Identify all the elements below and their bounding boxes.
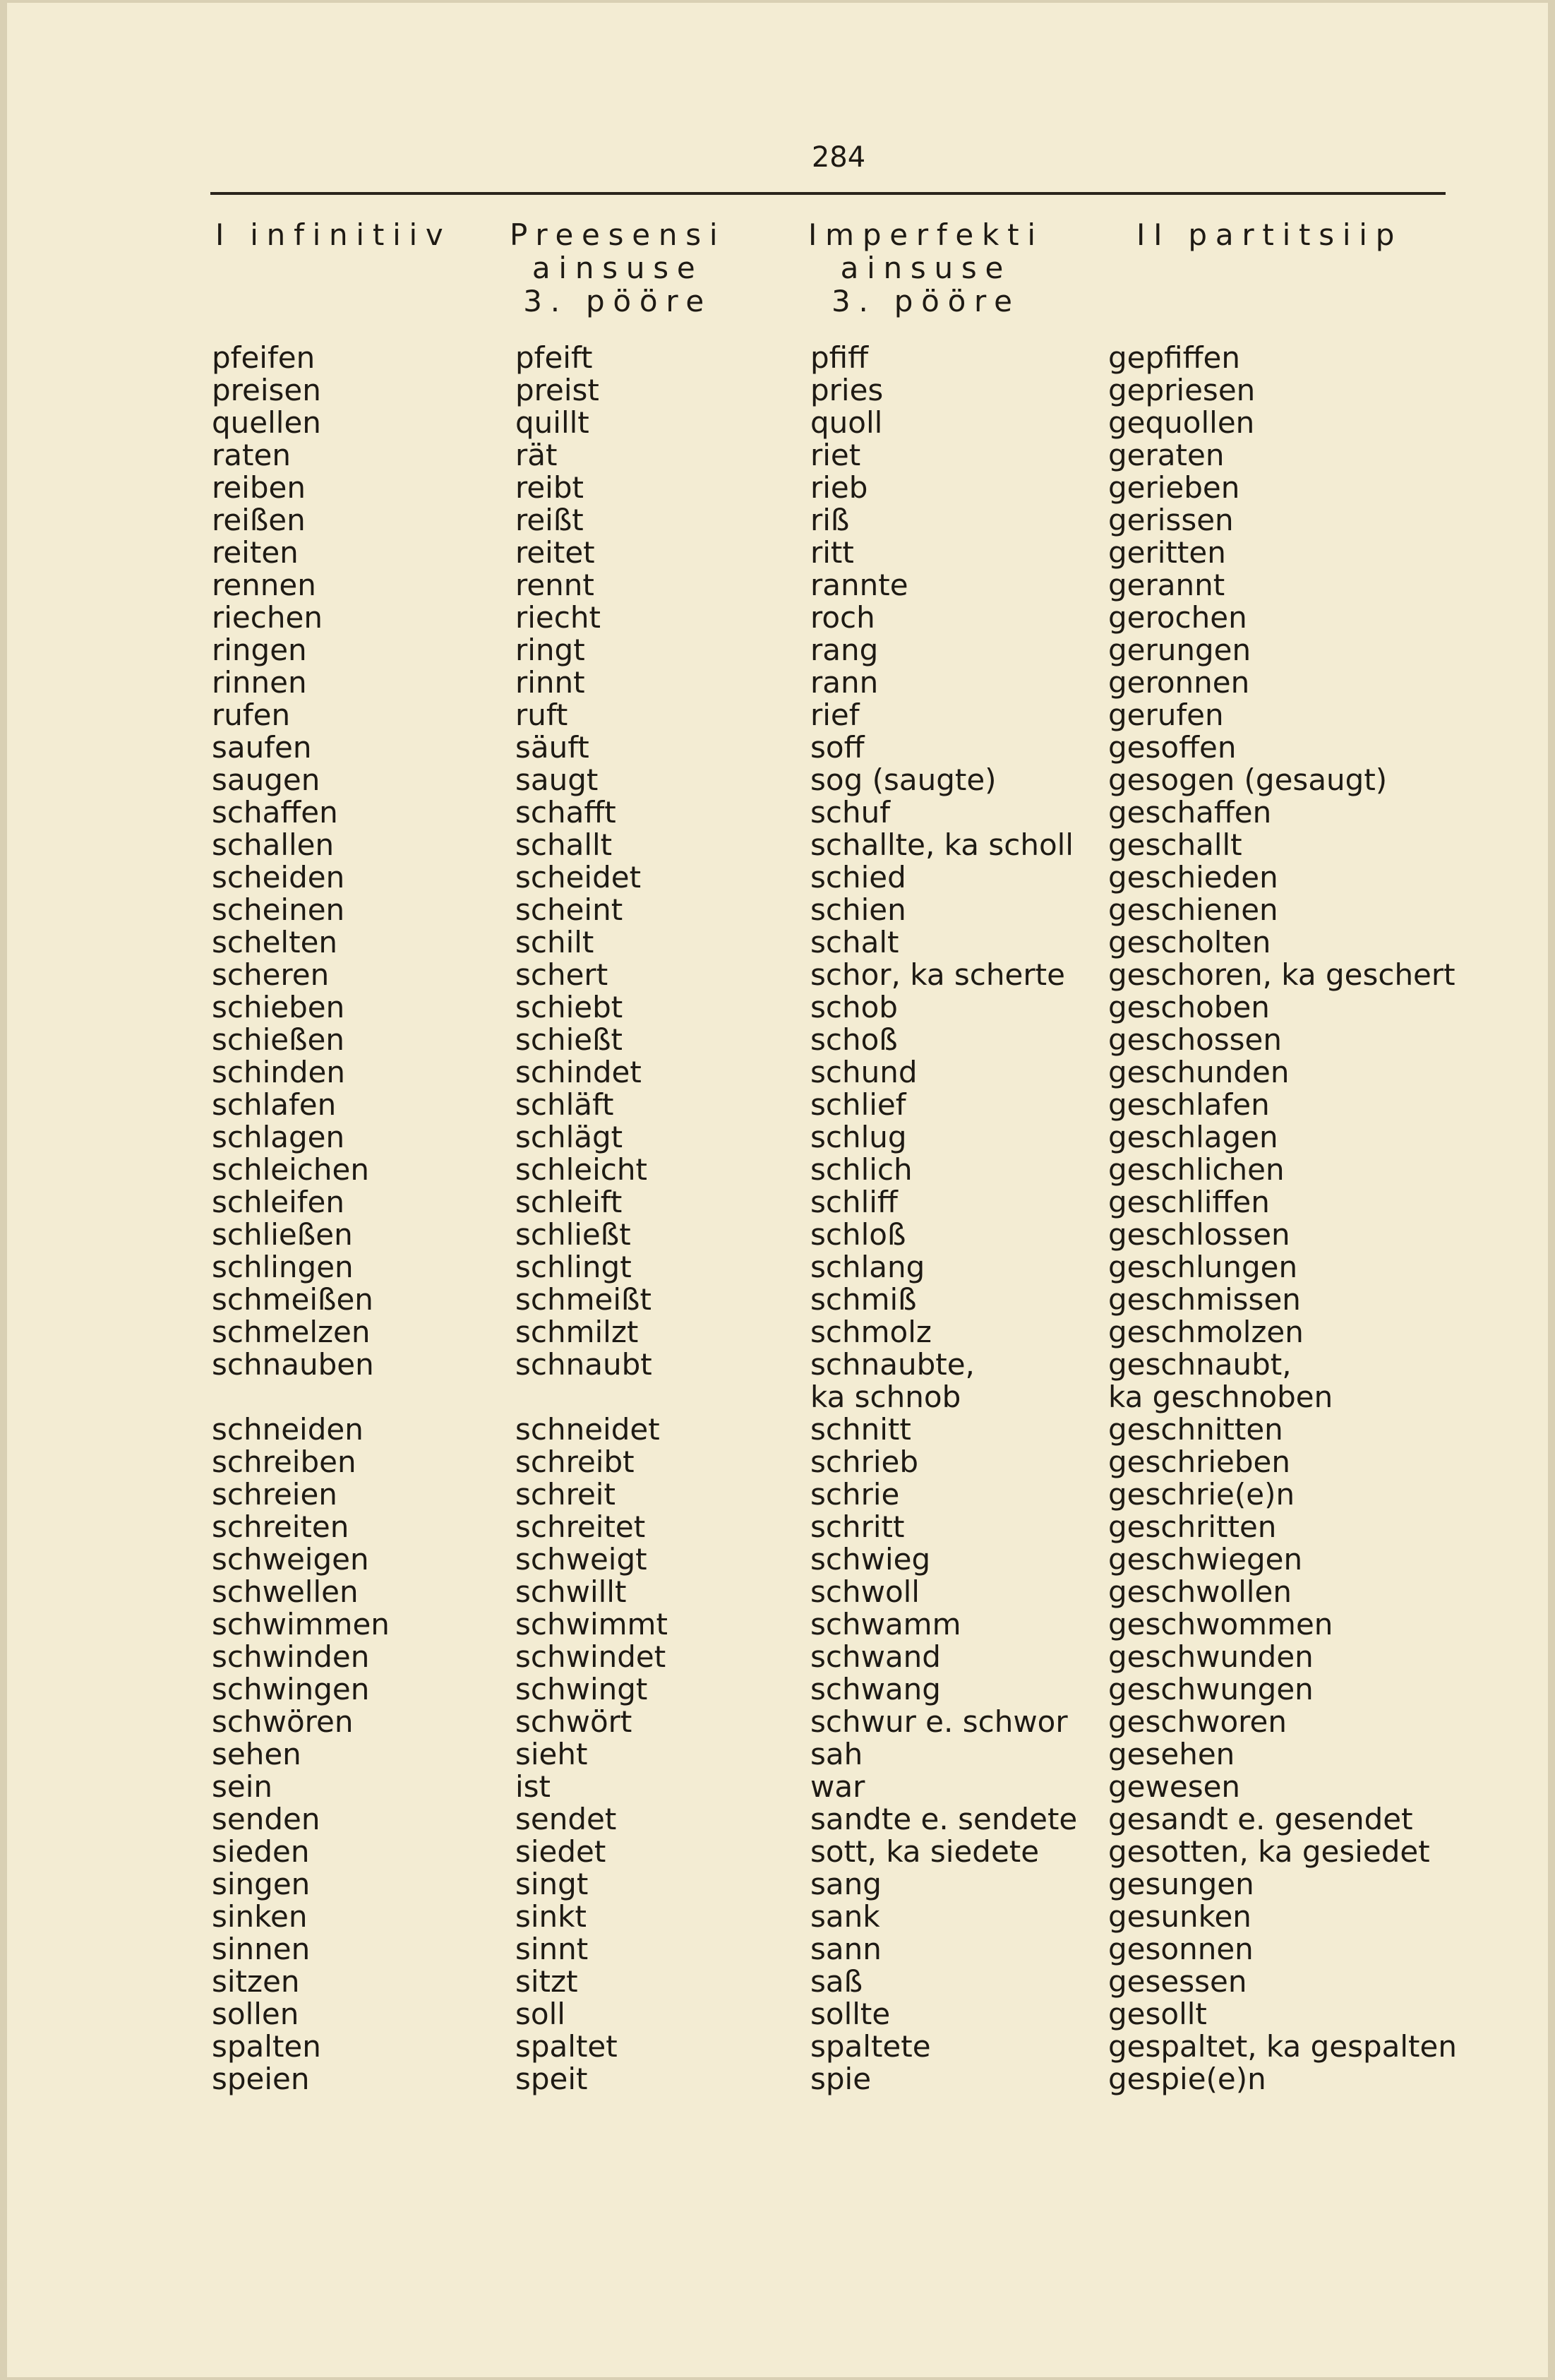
participle-cell: geschlichen xyxy=(1108,1152,1285,1187)
present-cell: saugt xyxy=(515,763,599,797)
present-cell: schnaubt xyxy=(515,1347,652,1382)
participle-cell: geschlossen xyxy=(1108,1217,1290,1252)
infinitive-cell: schreiten xyxy=(212,1509,349,1544)
imperfect-cell: riß xyxy=(810,503,850,537)
imperfect-cell: schwur e. schwor xyxy=(810,1704,1068,1739)
infinitive-cell: schmelzen xyxy=(212,1315,371,1349)
present-cell: scheint xyxy=(515,892,623,927)
infinitive-cell: saugen xyxy=(212,763,320,797)
header-imperfect-line: 3. pööre xyxy=(831,284,1021,318)
present-cell: schießt xyxy=(515,1022,623,1057)
participle-cell: geschallt xyxy=(1108,827,1242,862)
header-present-line: 3. pööre xyxy=(523,284,713,318)
participle-cell: gequollen xyxy=(1108,405,1255,440)
infinitive-cell: sinken xyxy=(212,1899,308,1934)
participle-cell: geritten xyxy=(1108,535,1226,570)
infinitive-cell: schwinden xyxy=(212,1639,370,1674)
participle-cell: geschieden xyxy=(1108,860,1278,895)
participle-cell: gesotten, ka gesiedet xyxy=(1108,1834,1430,1869)
present-cell: schreit xyxy=(515,1477,616,1512)
infinitive-cell: sieden xyxy=(212,1834,310,1869)
participle-cell: gesessen xyxy=(1108,1964,1247,1999)
infinitive-cell: pfeifen xyxy=(212,340,316,375)
participle-cell: geschossen xyxy=(1108,1022,1283,1057)
infinitive-cell: schlingen xyxy=(212,1250,354,1284)
infinitive-cell: sitzen xyxy=(212,1964,300,1999)
infinitive-cell: scheinen xyxy=(212,892,345,927)
present-cell: schleicht xyxy=(515,1152,647,1187)
column-present xyxy=(515,342,668,2095)
present-cell: ringt xyxy=(515,633,585,667)
infinitive-cell: schließen xyxy=(212,1217,353,1252)
imperfect-cell: sott, ka siedete xyxy=(810,1834,1040,1869)
infinitive-cell: reiten xyxy=(212,535,299,570)
imperfect-cell: schliff xyxy=(810,1185,898,1219)
participle-cell: gerochen xyxy=(1108,600,1247,635)
infinitive-cell: schwingen xyxy=(212,1672,370,1706)
present-cell: sendet xyxy=(515,1802,617,1836)
infinitive-cell: schieben xyxy=(212,990,345,1024)
present-cell: riecht xyxy=(515,600,601,635)
column-infinitive xyxy=(212,342,390,2095)
imperfect-cell: schwamm xyxy=(810,1607,961,1642)
imperfect-cell: schwoll xyxy=(810,1574,920,1609)
infinitive-cell: schwören xyxy=(212,1704,354,1739)
header-present-line: Preesensi xyxy=(510,217,726,252)
header-imperfect-line: ainsuse xyxy=(840,251,1012,285)
imperfect-cell: quoll xyxy=(810,405,883,440)
header-infinitive: I infinitiiv xyxy=(215,217,452,252)
participle-cell: gerannt xyxy=(1108,568,1225,602)
participle-cell: gescholten xyxy=(1108,925,1271,959)
infinitive-cell: schlagen xyxy=(212,1120,345,1154)
imperfect-cell: schmolz xyxy=(810,1315,932,1349)
participle-cell: gerieben xyxy=(1108,470,1240,505)
page-number: 284 xyxy=(811,141,866,174)
imperfect-cell: ritt xyxy=(810,535,854,570)
participle-cell: gespaltet, ka gespalten xyxy=(1108,2029,1457,2064)
infinitive-cell: schreien xyxy=(212,1477,337,1512)
present-cell: schlägt xyxy=(515,1120,623,1154)
participle-cell: gepriesen xyxy=(1108,373,1256,407)
present-cell: preist xyxy=(515,373,599,407)
present-cell: ist xyxy=(515,1769,551,1804)
infinitive-cell: sollen xyxy=(212,1997,299,2031)
infinitive-cell: riechen xyxy=(212,600,323,635)
imperfect-cell: schien xyxy=(810,892,906,927)
imperfect-cell: roch xyxy=(810,600,875,635)
participle-cell: geschnaubt, ka geschnoben xyxy=(1108,1347,1333,1414)
participle-cell: geschlafen xyxy=(1108,1087,1270,1122)
imperfect-cell: sann xyxy=(810,1932,882,1966)
header-imperfect xyxy=(808,218,1044,318)
participle-cell: geschoren, ka geschert xyxy=(1108,957,1455,992)
imperfect-cell: sog (saugte) xyxy=(810,763,997,797)
infinitive-cell: rinnen xyxy=(212,665,307,700)
imperfect-cell: schallte, ka scholl xyxy=(810,827,1074,862)
infinitive-cell: scheren xyxy=(212,957,330,992)
imperfect-cell: schwang xyxy=(810,1672,941,1706)
present-cell: ruft xyxy=(515,698,568,732)
header-present xyxy=(510,218,726,318)
participle-cell: geschienen xyxy=(1108,892,1278,927)
infinitive-cell: schnauben xyxy=(212,1347,374,1382)
imperfect-cell: schor, ka scherte xyxy=(810,957,1065,992)
present-cell: schleift xyxy=(515,1185,623,1219)
imperfect-cell: schob xyxy=(810,990,898,1024)
infinitive-cell: raten xyxy=(212,438,291,472)
infinitive-cell: reiben xyxy=(212,470,306,505)
infinitive-cell: schwellen xyxy=(212,1574,359,1609)
infinitive-cell: schelten xyxy=(212,925,338,959)
present-cell: quillt xyxy=(515,405,589,440)
imperfect-cell: rann xyxy=(810,665,879,700)
participle-cell: gesunken xyxy=(1108,1899,1251,1934)
participle-cell: geschnitten xyxy=(1108,1412,1283,1447)
imperfect-cell: schwieg xyxy=(810,1542,931,1577)
present-cell: schiebt xyxy=(515,990,623,1024)
infinitive-cell: senden xyxy=(212,1802,320,1836)
infinitive-cell: rennen xyxy=(212,568,316,602)
participle-cell: geschmissen xyxy=(1108,1282,1301,1317)
present-cell: schmilzt xyxy=(515,1315,639,1349)
infinitive-cell: schmeißen xyxy=(212,1282,373,1317)
imperfect-cell: sah xyxy=(810,1737,863,1771)
infinitive-cell: schreiben xyxy=(212,1445,356,1479)
present-cell: schlingt xyxy=(515,1250,632,1284)
present-cell: schließt xyxy=(515,1217,631,1252)
imperfect-cell: pries xyxy=(810,373,884,407)
infinitive-cell: sehen xyxy=(212,1737,301,1771)
imperfect-cell: schnitt xyxy=(810,1412,911,1447)
present-cell: rät xyxy=(515,438,558,472)
participle-cell: gesungen xyxy=(1108,1867,1254,1901)
column-imperfect xyxy=(810,342,1077,2095)
infinitive-cell: schinden xyxy=(212,1055,345,1089)
participle-cell: geschwollen xyxy=(1108,1574,1292,1609)
imperfect-cell: schuf xyxy=(810,795,890,830)
infinitive-cell: reißen xyxy=(212,503,306,537)
participle-cell: geschwungen xyxy=(1108,1672,1314,1706)
present-cell: schindet xyxy=(515,1055,642,1089)
participle-cell: gewesen xyxy=(1108,1769,1241,1804)
participle-cell: geschliffen xyxy=(1108,1185,1270,1219)
column-participle xyxy=(1108,342,1457,2095)
participle-cell: geschritten xyxy=(1108,1509,1277,1544)
imperfect-cell: spaltete xyxy=(810,2029,931,2064)
participle-cell: gesonnen xyxy=(1108,1932,1254,1966)
imperfect-cell: war xyxy=(810,1769,865,1804)
present-cell: singt xyxy=(515,1867,589,1901)
present-cell: sitzt xyxy=(515,1964,578,1999)
participle-cell: geschmolzen xyxy=(1108,1315,1304,1349)
imperfect-cell: schrie xyxy=(810,1477,900,1512)
header-present-line: ainsuse xyxy=(532,251,704,285)
present-cell: sinkt xyxy=(515,1899,587,1934)
infinitive-cell: sinnen xyxy=(212,1932,311,1966)
imperfect-cell: schloß xyxy=(810,1217,906,1252)
imperfect-cell: schlich xyxy=(810,1152,913,1187)
imperfect-cell: schied xyxy=(810,860,906,895)
imperfect-cell: rang xyxy=(810,633,879,667)
present-cell: sinnt xyxy=(515,1932,589,1966)
infinitive-cell: schlafen xyxy=(212,1087,337,1122)
present-cell: siedet xyxy=(515,1834,606,1869)
present-cell: schmeißt xyxy=(515,1282,652,1317)
participle-cell: gerissen xyxy=(1108,503,1234,537)
participle-cell: geschwiegen xyxy=(1108,1542,1303,1577)
present-cell: schafft xyxy=(515,795,616,830)
infinitive-cell: schallen xyxy=(212,827,335,862)
imperfect-cell: rieb xyxy=(810,470,868,505)
participle-cell: geschrieben xyxy=(1108,1445,1290,1479)
infinitive-cell: schwimmen xyxy=(212,1607,390,1642)
participle-cell: geschrie(e)n xyxy=(1108,1477,1295,1512)
imperfect-cell: rannte xyxy=(810,568,908,602)
present-cell: schwillt xyxy=(515,1574,627,1609)
infinitive-cell: sein xyxy=(212,1769,273,1804)
imperfect-cell: soff xyxy=(810,730,865,765)
imperfect-cell: schrieb xyxy=(810,1445,919,1479)
participle-cell: gerungen xyxy=(1108,633,1251,667)
imperfect-cell: sang xyxy=(810,1867,882,1901)
header-participle: II partitsiip xyxy=(1136,217,1403,252)
participle-cell: gesogen (gesaugt) xyxy=(1108,763,1388,797)
participle-cell: geronnen xyxy=(1108,665,1250,700)
present-cell: spaltet xyxy=(515,2029,618,2064)
present-cell: säuft xyxy=(515,730,589,765)
imperfect-cell: sank xyxy=(810,1899,880,1934)
infinitive-cell: rufen xyxy=(212,698,291,732)
participle-cell: gesandt e. gesendet xyxy=(1108,1802,1413,1836)
present-cell: schallt xyxy=(515,827,613,862)
imperfect-cell: schritt xyxy=(810,1509,905,1544)
present-cell: schilt xyxy=(515,925,594,959)
imperfect-cell: schund xyxy=(810,1055,918,1089)
present-cell: schwingt xyxy=(515,1672,648,1706)
imperfect-cell: rief xyxy=(810,698,860,732)
infinitive-cell: schweigen xyxy=(212,1542,369,1577)
imperfect-cell: schlang xyxy=(810,1250,925,1284)
present-cell: rinnt xyxy=(515,665,585,700)
infinitive-cell: ringen xyxy=(212,633,307,667)
participle-cell: gesoffen xyxy=(1108,730,1237,765)
present-cell: reibt xyxy=(515,470,584,505)
imperfect-cell: spie xyxy=(810,2062,872,2096)
infinitive-cell: speien xyxy=(212,2062,310,2096)
participle-cell: geschwunden xyxy=(1108,1639,1314,1674)
infinitive-cell: scheiden xyxy=(212,860,345,895)
participle-cell: gesollt xyxy=(1108,1997,1207,2031)
header-rule xyxy=(210,192,1446,195)
imperfect-cell: schnaubte, ka schnob xyxy=(810,1347,975,1414)
imperfect-cell: schalt xyxy=(810,925,899,959)
participle-cell: gesehen xyxy=(1108,1737,1235,1771)
imperfect-cell: riet xyxy=(810,438,861,472)
present-cell: schwimmt xyxy=(515,1607,668,1642)
participle-cell: geschunden xyxy=(1108,1055,1290,1089)
participle-cell: geschworen xyxy=(1108,1704,1287,1739)
imperfect-cell: pfiff xyxy=(810,340,869,375)
present-cell: schert xyxy=(515,957,608,992)
imperfect-cell: schlief xyxy=(810,1087,906,1122)
infinitive-cell: schießen xyxy=(212,1022,345,1057)
infinitive-cell: schaffen xyxy=(212,795,338,830)
infinitive-cell: spalten xyxy=(212,2029,321,2064)
present-cell: sieht xyxy=(515,1737,588,1771)
imperfect-cell: sandte e. sendete xyxy=(810,1802,1078,1836)
imperfect-cell: schoß xyxy=(810,1022,898,1057)
present-cell: reitet xyxy=(515,535,595,570)
infinitive-cell: saufen xyxy=(212,730,312,765)
participle-cell: gepfiffen xyxy=(1108,340,1241,375)
present-cell: schwindet xyxy=(515,1639,666,1674)
imperfect-cell: schwand xyxy=(810,1639,941,1674)
present-cell: scheidet xyxy=(515,860,642,895)
header-imperfect-line: Imperfekti xyxy=(808,217,1044,252)
participle-cell: geschwommen xyxy=(1108,1607,1333,1642)
present-cell: schweigt xyxy=(515,1542,647,1577)
present-cell: soll xyxy=(515,1997,565,2031)
participle-cell: geraten xyxy=(1108,438,1225,472)
imperfect-cell: sollte xyxy=(810,1997,891,2031)
infinitive-cell: preisen xyxy=(212,373,321,407)
participle-cell: geschlagen xyxy=(1108,1120,1278,1154)
present-cell: rennt xyxy=(515,568,594,602)
present-cell: reißt xyxy=(515,503,584,537)
participle-cell: gerufen xyxy=(1108,698,1224,732)
participle-cell: geschaffen xyxy=(1108,795,1272,830)
present-cell: schneidet xyxy=(515,1412,660,1447)
present-cell: schläft xyxy=(515,1087,614,1122)
page-sheet xyxy=(7,3,1548,2377)
present-cell: schwört xyxy=(515,1704,632,1739)
imperfect-cell: schlug xyxy=(810,1120,907,1154)
infinitive-cell: schleifen xyxy=(212,1185,345,1219)
infinitive-cell: singen xyxy=(212,1867,311,1901)
participle-cell: geschoben xyxy=(1108,990,1270,1024)
participle-cell: geschlungen xyxy=(1108,1250,1298,1284)
present-cell: schreitet xyxy=(515,1509,646,1544)
present-cell: speit xyxy=(515,2062,588,2096)
present-cell: pfeift xyxy=(515,340,593,375)
imperfect-cell: schmiß xyxy=(810,1282,917,1317)
infinitive-cell: schleichen xyxy=(212,1152,369,1187)
imperfect-cell: saß xyxy=(810,1964,863,1999)
infinitive-cell: quellen xyxy=(212,405,321,440)
participle-cell: gespie(e)n xyxy=(1108,2062,1266,2096)
infinitive-cell: schneiden xyxy=(212,1412,364,1447)
present-cell: schreibt xyxy=(515,1445,635,1479)
